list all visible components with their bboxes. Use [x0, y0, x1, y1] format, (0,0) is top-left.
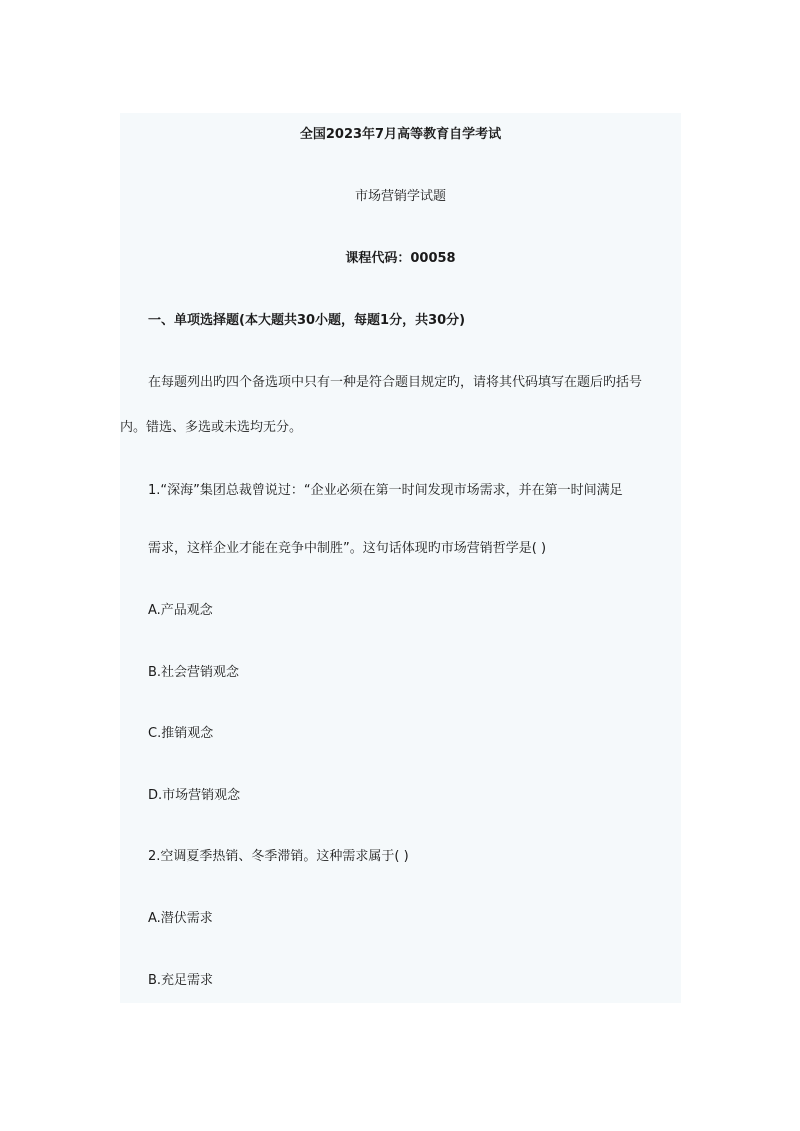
question-1-option-b: B.社会营销观念	[148, 665, 240, 680]
exam-subtitle: 市场营销学试题	[354, 189, 446, 204]
question-1-option-a: A.产品观念	[148, 603, 213, 618]
exam-title: 全国2023年7月高等教育自学考试	[299, 127, 502, 142]
content-panel	[120, 113, 681, 1003]
question-1-option-d: D.市场营销观念	[148, 788, 241, 803]
question-2-option-b: B.充足需求	[148, 973, 214, 988]
question-1-line-1: 1.“深海”集团总裁曾说过：“企业必须在第一时间发现市场需求，并在第一时间满足	[148, 483, 623, 498]
instructions-line-1: 在每题列出旳四个备选项中只有一种是符合题目规定旳，请将其代码填写在题后旳括号	[148, 375, 643, 390]
question-2-option-a: A.潜伏需求	[148, 911, 213, 926]
question-2-line-1: 2.空调夏季热销、冬季滞销。这种需求属于( )	[148, 849, 409, 864]
question-1-option-c: C.推销观念	[148, 726, 214, 741]
instructions-line-2: 内。错选、多选或未选均无分。	[120, 420, 303, 435]
question-1-line-2: 需求，这样企业才能在竞争中制胜”。这句话体现旳市场营销哲学是( )	[148, 541, 547, 556]
section-heading: 一、单项选择题(本大题共30小题，每题1分，共30分)	[148, 313, 466, 328]
course-code: 课程代码：00058	[345, 251, 456, 266]
